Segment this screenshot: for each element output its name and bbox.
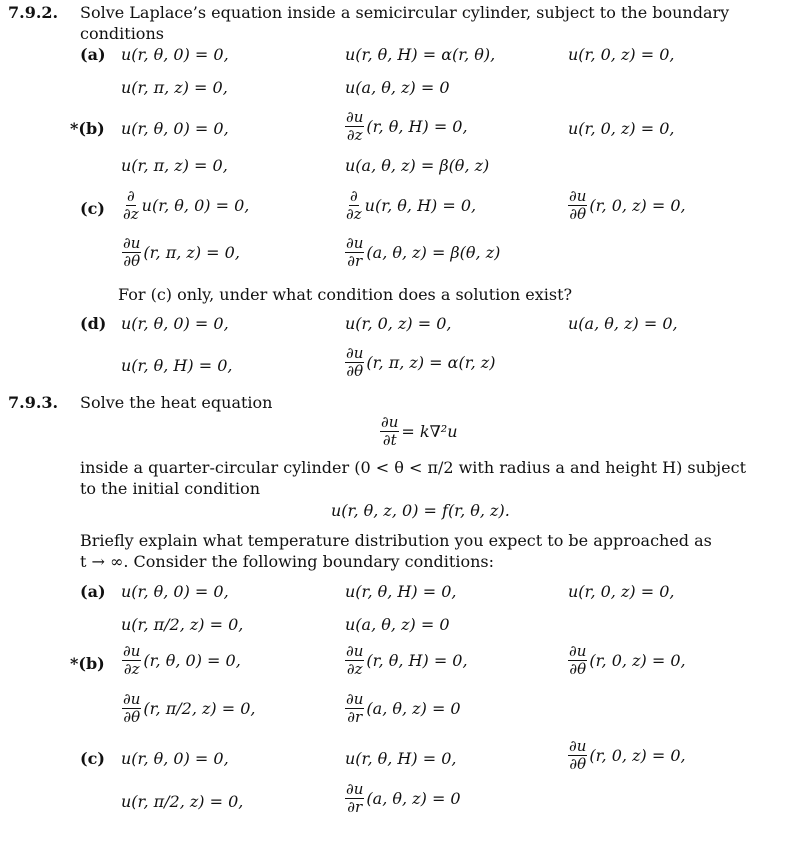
problem-statement: Solve the heat equation	[80, 393, 273, 412]
partial-derivative: $\frac{\partial u}{\partial r}$	[346, 780, 364, 816]
condition: u(a, θ, z) = 0	[345, 615, 450, 634]
part-label-a: (a)	[80, 45, 106, 64]
partial-derivative: $\frac{\partial}{\partial z}$	[123, 187, 139, 223]
partial-derivative: $\frac{\partial u}{\partial\theta}$	[569, 737, 587, 773]
condition: u(r, θ, H) = α(r, θ),	[345, 45, 496, 64]
partial-derivative: $\frac{\partial}{\partial z}$	[346, 187, 362, 223]
partial-derivative: $\frac{\partial u}{\partial\theta}$	[569, 187, 587, 223]
condition: $\frac{\partial}{\partial z}$ u(r, θ, H) = 0,	[346, 187, 477, 223]
condition: u(r, θ, H) = 0,	[345, 749, 457, 768]
condition: u(a, θ, z) = 0,	[568, 314, 678, 333]
part-label-b: *(b)	[70, 654, 105, 673]
condition: u(r, π, z) = 0,	[121, 78, 228, 97]
condition: $\frac{\partial u}{\partial\theta}$ (r, π, z) = α(r, z)	[346, 344, 496, 380]
initial-condition: u(r, θ, z, 0) = f(r, θ, z).	[331, 501, 510, 520]
condition: $\frac{\partial}{\partial z}$ u(r, θ, 0) = 0,	[123, 187, 250, 223]
condition: $\frac{\partial u}{\partial z}$ (r, θ, 0) = 0,	[123, 642, 241, 678]
problem-number: 7.9.3.	[8, 393, 59, 412]
condition: $\frac{\partial u}{\partial\theta}$ (r, π, z) = 0,	[123, 234, 240, 270]
part-label-a: (a)	[80, 582, 106, 601]
condition: u(r, 0, z) = 0,	[345, 314, 452, 333]
condition: $\frac{\partial u}{\partial\theta}$ (r, 0, z) = 0,	[569, 642, 686, 678]
condition: $\frac{\partial u}{\partial\theta}$ (r, 0, z) = 0,	[569, 187, 686, 223]
condition: u(a, θ, z) = β(θ, z)	[345, 156, 490, 175]
condition: $\frac{\partial u}{\partial\theta}$ (r, π/2, z) = 0,	[123, 690, 256, 726]
partial-derivative: $\frac{\partial u}{\partial r}$	[346, 690, 364, 726]
condition: u(r, θ, 0) = 0,	[121, 314, 229, 333]
condition: $\frac{\partial u}{\partial\theta}$ (r, 0, z) = 0,	[569, 737, 686, 773]
condition: u(r, θ, 0) = 0,	[121, 749, 229, 768]
part-label-c: (c)	[80, 749, 105, 768]
problem-text: Briefly explain what temperature distribution you expect to be approached as	[80, 531, 712, 550]
condition: u(r, 0, z) = 0,	[568, 582, 675, 601]
condition: $\frac{\partial u}{\partial z}$ (r, θ, H) = 0,	[346, 642, 468, 678]
partial-derivative: $\frac{\partial u}{\partial\theta}$	[569, 642, 587, 678]
partial-derivative: $\frac{\partial u}{\partial z}$	[346, 642, 364, 678]
partial-derivative: $\frac{\partial u}{\partial z}$	[346, 108, 364, 144]
condition: u(r, π/2, z) = 0,	[121, 792, 244, 811]
condition: $\frac{\partial u}{\partial r}$ (a, θ, z) = 0	[346, 780, 461, 816]
problem-statement-cont: conditions	[80, 24, 164, 43]
condition: u(r, π/2, z) = 0,	[121, 615, 244, 634]
condition: $\frac{\partial u}{\partial r}$ (a, θ, z) = 0	[346, 690, 461, 726]
condition: u(r, θ, 0) = 0,	[121, 119, 229, 138]
partial-derivative: $\frac{\partial u}{\partial t}$	[381, 413, 399, 449]
condition: $\frac{\partial u}{\partial z}$ (r, θ, H) = 0,	[346, 108, 468, 144]
condition: u(r, θ, H) = 0,	[345, 582, 457, 601]
part-label-d: (d)	[80, 314, 107, 333]
problem-text: t → ∞. Consider the following boundary conditions:	[80, 552, 494, 571]
condition: u(r, π, z) = 0,	[121, 156, 228, 175]
problem-statement: Solve Laplace’s equation inside a semicircular cylinder, subject to the boundary	[80, 3, 730, 22]
condition: u(r, θ, H) = 0,	[121, 356, 233, 375]
condition: u(r, 0, z) = 0,	[568, 45, 675, 64]
condition: $\frac{\partial u}{\partial r}$ (a, θ, z) = β(θ, z)	[346, 234, 501, 270]
partial-derivative: $\frac{\partial u}{\partial z}$	[123, 642, 141, 678]
part-label-c: (c)	[80, 199, 105, 218]
part-label-b: *(b)	[70, 119, 105, 138]
partial-derivative: $\frac{\partial u}{\partial\theta}$	[346, 344, 364, 380]
partial-derivative: $\frac{\partial u}{\partial r}$	[346, 234, 364, 270]
partial-derivative: $\frac{\partial u}{\partial\theta}$	[123, 234, 141, 270]
heat-equation: $\frac{\partial u}{\partial t}$ = k∇²u	[381, 413, 458, 449]
problem-text: inside a quarter-circular cylinder (0 < θ < π/2 with radius a and height H) subject	[80, 458, 746, 477]
problem-text: to the initial condition	[80, 479, 261, 498]
partial-derivative: $\frac{\partial u}{\partial\theta}$	[123, 690, 141, 726]
condition: u(r, θ, 0) = 0,	[121, 45, 229, 64]
condition: u(r, 0, z) = 0,	[568, 119, 675, 138]
condition: u(r, θ, 0) = 0,	[121, 582, 229, 601]
condition: u(a, θ, z) = 0	[345, 78, 450, 97]
part-c-note: For (c) only, under what condition does a solution exist?	[118, 285, 573, 304]
problem-number: 7.9.2.	[8, 3, 59, 22]
